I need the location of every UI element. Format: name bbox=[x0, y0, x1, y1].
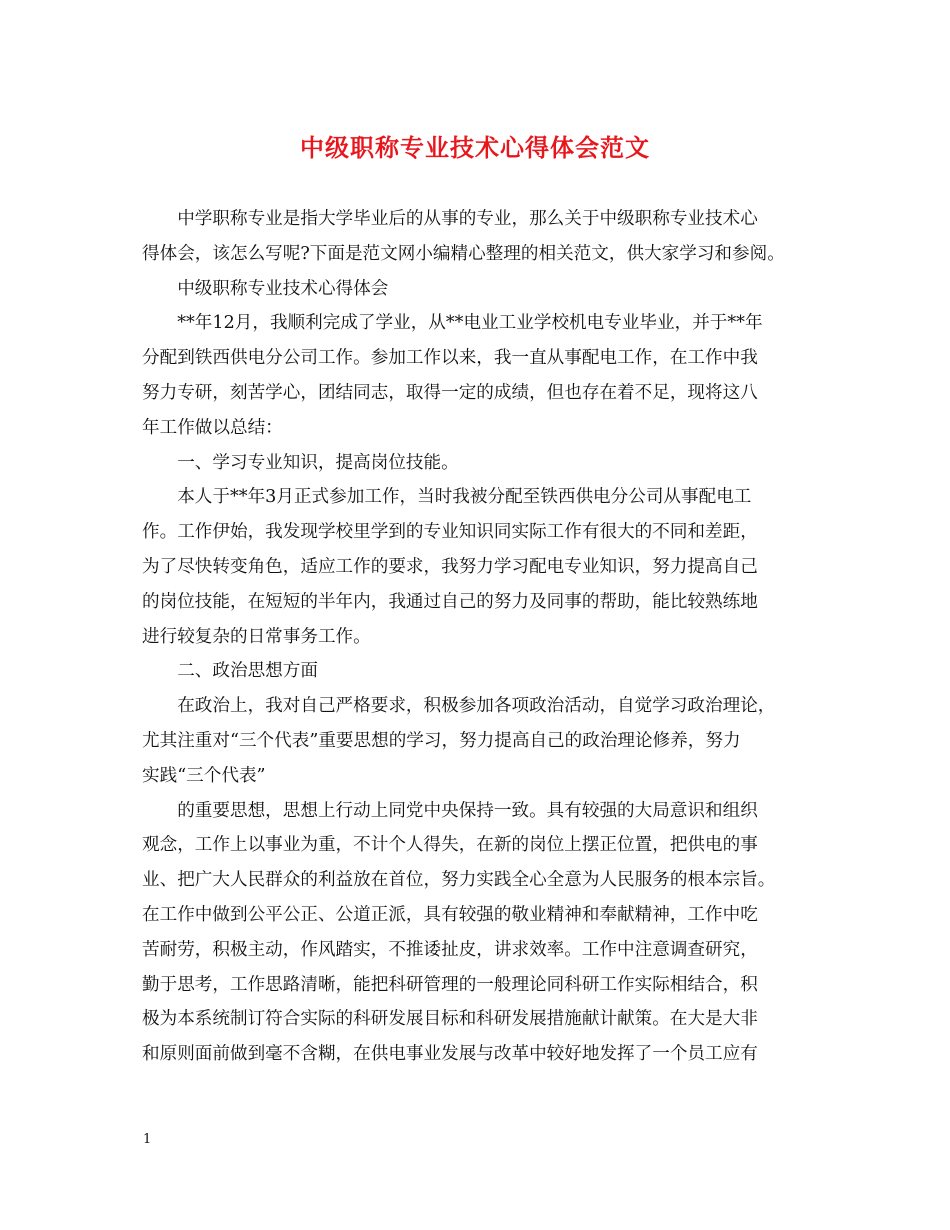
text-line: 和原则面前做到毫不含糊，在供电事业发展与改革中较好地发挥了一个员工应有 bbox=[142, 1044, 758, 1065]
text-line: 为了尽快转变角色，适应工作的要求，我努力学习配电专业知识，努力提高自己 bbox=[142, 556, 758, 577]
text-line: 作。工作伊始，我发现学校里学到的专业知识同实际工作有很大的不同和差距， bbox=[142, 522, 758, 543]
text-line: 中学职称专业是指大学毕业后的从事的专业，那么关于中级职称专业技术心 bbox=[177, 209, 758, 229]
text-line: 的岗位技能，在短短的半年内，我通过自己的努力及同事的帮助，能比较熟练地 bbox=[142, 591, 758, 612]
text-line: 本人于**年3月正式参加工作，当时我被分配至铁西供电分公司从事配电工 bbox=[177, 487, 752, 508]
document-title: 中级职称专业技术心得体会范文 bbox=[300, 133, 650, 162]
text-line: 在工作中做到公平公正、公道正派，具有较强的敬业精神和奉献精神，工作中吃 bbox=[142, 904, 758, 925]
text-line: 勤于思考，工作思路清晰，能把科研管理的一般理论同科研工作实际相结合，积 bbox=[142, 974, 758, 995]
text-line: 在政治上，我对自己严格要求，积极参加各项政治活动，自觉学习政治理论， bbox=[177, 696, 776, 717]
text-line: 的重要思想，思想上行动上同党中央保持一致。具有较强的大局意识和组织 bbox=[177, 800, 758, 821]
document-body bbox=[142, 202, 814, 1072]
text-line: **年12月，我顺利完成了学业，从**电业工业学校机电专业毕业，并于**年 bbox=[177, 313, 763, 334]
text-line: 年工作做以总结： bbox=[142, 417, 283, 438]
text-line: 分配到铁西供电分公司工作。参加工作以来，我一直从事配电工作，在工作中我 bbox=[142, 348, 758, 369]
text-line: 中级职称专业技术心得体会 bbox=[177, 278, 389, 299]
text-line: 观念，工作上以事业为重，不计个人得失，在新的岗位上摆正位置，把供电的事 bbox=[142, 835, 758, 856]
document-text bbox=[142, 202, 814, 1072]
text-line: 苦耐劳，积极主动，作风踏实，不推诿扯皮，讲求效率。工作中注意调查研究， bbox=[142, 939, 758, 960]
text-line: 得体会，该怎么写呢?下面是范文网小编精心整理的相关范文，供大家学习和参阅。 bbox=[142, 243, 785, 264]
text-line: 极为本系统制订符合实际的科研发展目标和科研发展措施献计献策。在大是大非 bbox=[142, 1009, 758, 1030]
page-number: 1 bbox=[143, 1132, 152, 1147]
text-line: 实践“三个代表” bbox=[142, 765, 266, 786]
text-line: 一、学习专业知识，提高岗位技能。 bbox=[177, 452, 459, 473]
text-line: 业、把广大人民群众的利益放在首位，努力实践全心全意为人民服务的根本宗旨。 bbox=[142, 870, 776, 891]
text-line: 努力专研，刻苦学心，团结同志，取得一定的成绩，但也存在着不足，现将这八 bbox=[142, 382, 758, 403]
text-line: 尤其注重对“三个代表”重要思想的学习，努力提高自己的政治理论修养，努力 bbox=[142, 730, 741, 751]
text-line: 二、政治思想方面 bbox=[177, 661, 318, 682]
text-line: 进行较复杂的日常事务工作。 bbox=[142, 626, 371, 647]
